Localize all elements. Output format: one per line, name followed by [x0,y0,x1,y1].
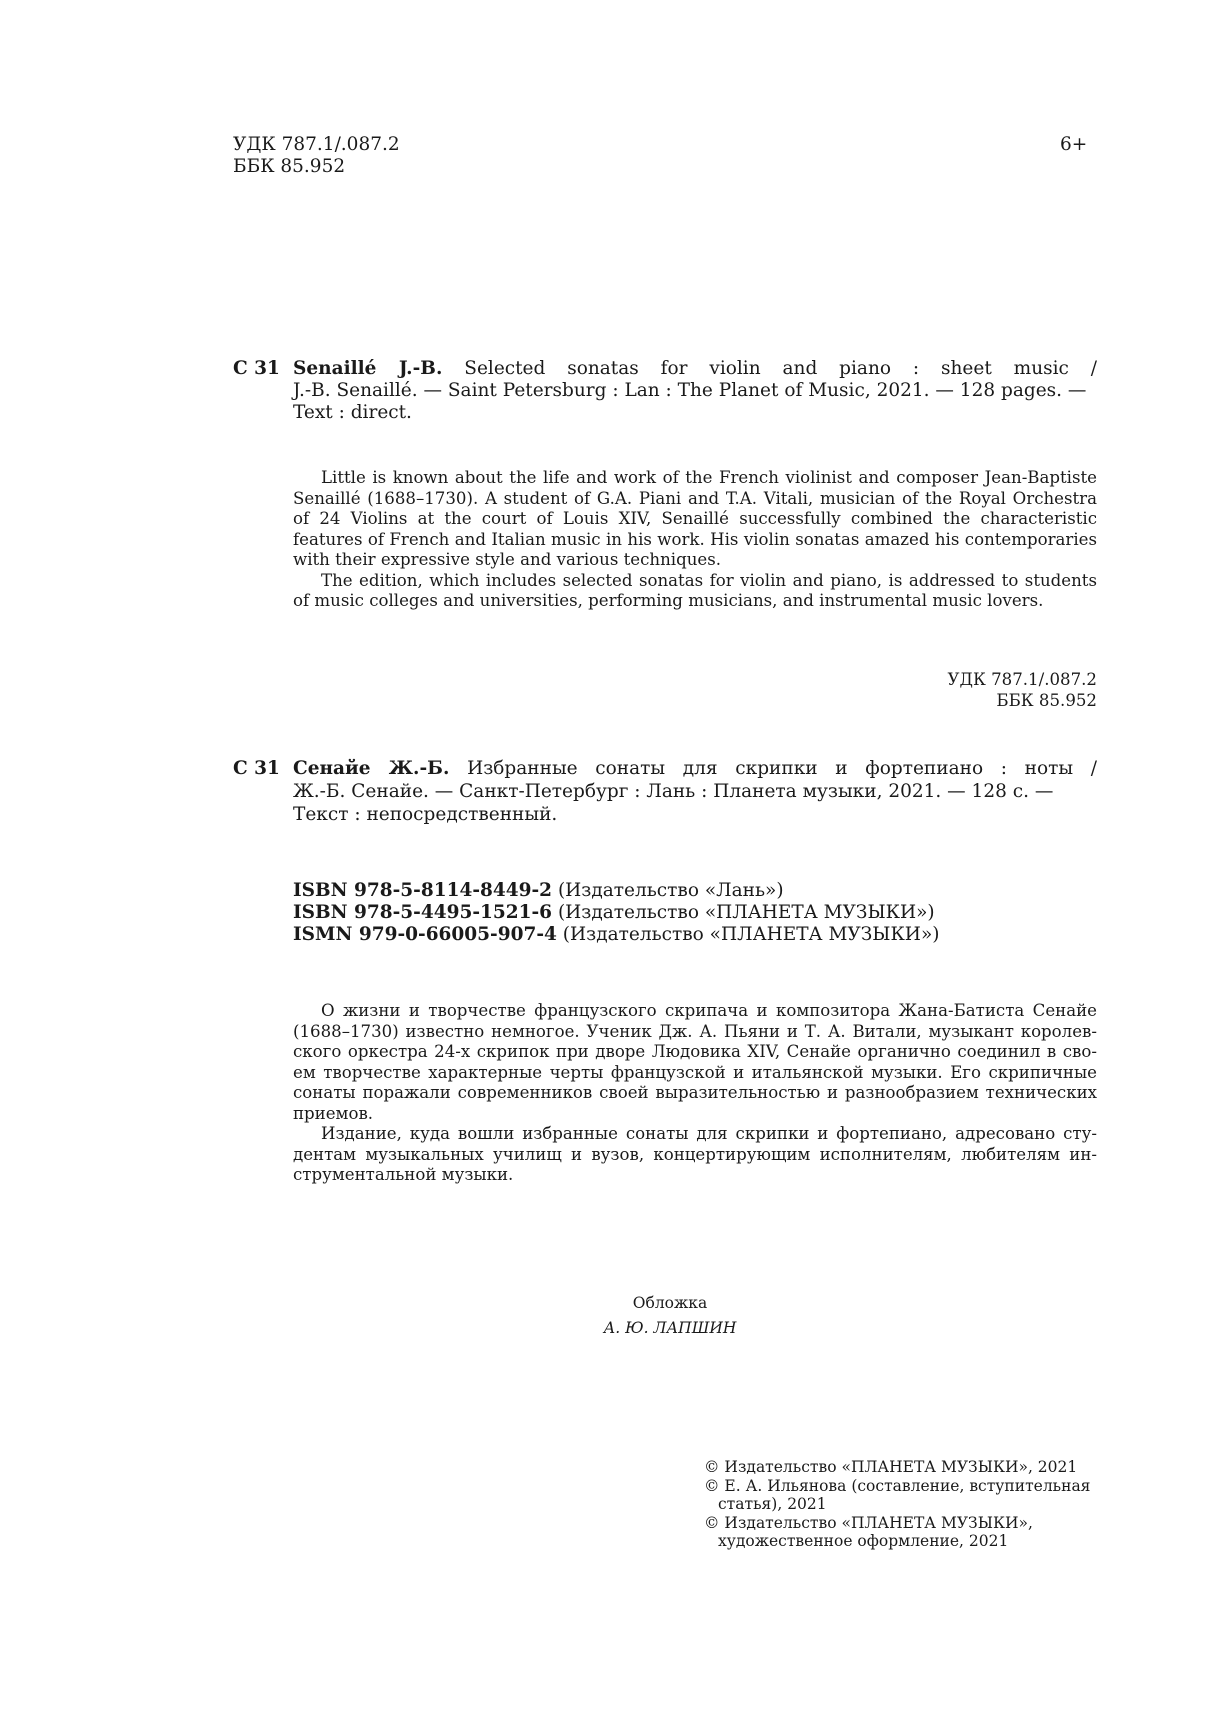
russian-annotation-line: дентам музыкальных училищ и вузов, концертирующим исполнителям, любителям ин- [293,1144,1097,1164]
ismn-line [293,924,939,946]
russian-bbk-code: ББК 85.952 [996,690,1097,710]
english-title: Selected sonatas for violin and piano : sheet music / [442,358,1097,379]
english-bib-line-3: Text : direct. [293,402,412,423]
english-author: Senaillé J.-B. [293,358,443,379]
english-annotation-line: with their expressive style and various techniques. [293,550,721,569]
english-bib-line-1 [293,358,1097,380]
isbn-line [293,902,939,924]
russian-bib-line-1 [293,758,1097,780]
top-classification [233,134,400,178]
english-catalog-code: С 31 [233,358,280,379]
isbn-number: ISBN 978-5-4495-1521-6 [293,902,553,923]
english-annotation-line: of 24 Violins at the court of Louis XIV, Senaillé successfully combined the characteristic [293,509,1097,528]
english-bib-entry [293,358,1097,380]
russian-bib-line-2: Ж.-Б. Сенайе. — Санкт-Петербург : Лань : Планета музыки, 2021. — 128 с. — [293,781,1054,802]
copyright-line: © Издательство «ПЛАНЕТА МУЗЫКИ», 2021 [704,1458,1078,1476]
russian-annotation-line: струментальной музыки. [293,1165,514,1184]
russian-annotation-line: ского оркестра 24-х скрипок при дворе Людовика XIV, Сенайе органично соединил в сво- [293,1042,1097,1061]
russian-title: Избранные сонаты для скрипки и фортепиано : ноты / [449,758,1097,779]
russian-annotation-line: (1688–1730) известно немногое. Ученик Дж. А. Пьяни и Т. А. Витали, музыкант королев- [293,1021,1097,1041]
isbn-number: ISBN 978-5-8114-8449-2 [293,880,553,901]
english-annotation [293,468,1097,612]
isbn-publisher: (Издательство «Лань») [552,880,784,901]
cover-artist: А. Ю. ЛАПШИН [603,1318,737,1337]
copyright-block [704,1458,1104,1551]
russian-bib-entry [293,758,1097,780]
russian-annotation-line: сонаты поражали современников своей выразительностью и разнообразием технических [293,1083,1097,1102]
isbn-line [293,880,939,902]
english-bib-line-2: J.-B. Senaillé. — Saint Petersburg : Lan : The Planet of Music, 2021. — 128 pages. — [293,380,1087,401]
ismn-publisher: (Издательство «ПЛАНЕТА МУЗЫКИ») [556,924,940,945]
copyright-line: © Издательство «ПЛАНЕТА МУЗЫКИ», [704,1513,1033,1532]
russian-annotation-line: Издание, куда вошли избранные сонаты для скрипки и фортепиано, адресовано сту- [321,1124,1097,1143]
russian-annotation [293,1001,1097,1186]
russian-annotation-line: приемов. [293,1103,374,1123]
udk-code: УДК 787.1/.087.2 [233,134,400,155]
english-annotation-line: Senaillé (1688–1730). A student of G.A. Piani and T.A. Vitali, musician of the Royal Orchestra [293,488,1097,508]
russian-bib-line-3: Текст : непосредственный. [293,804,558,825]
isbn-publisher: (Издательство «ПЛАНЕТА МУЗЫКИ») [552,902,935,923]
isbn-block [293,880,939,946]
copyright-line: © Е. А. Ильянова (составление, вступительная [704,1476,1091,1495]
english-annotation-line: Little is known about the life and work of the French violinist and composer Jean-Baptiste [321,468,1097,487]
russian-annotation-line: О жизни и творчестве французского скрипача и композитора Жана-Батиста Сенайе [321,1001,1097,1020]
copyright-line: статья), 2021 [718,1495,827,1513]
english-annotation-line: The edition, which includes selected sonatas for violin and piano, is addressed to students [321,570,1097,590]
english-annotation-line: features of French and Italian music in his work. His violin sonatas amazed his contemporaries [293,529,1097,549]
cover-credit [500,1294,840,1337]
age-rating: 6+ [1060,134,1088,155]
english-annotation-line: of music colleges and universities, performing musicians, and instrumental music lovers. [293,591,1044,610]
copyright-line: художественное оформление, 2021 [718,1532,1009,1550]
russian-catalog-code: С 31 [233,758,280,779]
russian-classification [800,670,1097,711]
bbk-code: ББК 85.952 [233,156,346,177]
russian-udk-code: УДК 787.1/.087.2 [947,670,1097,689]
cover-label: Обложка [632,1294,708,1312]
ismn-number: ISMN 979-0-66005-907-4 [293,924,557,945]
russian-annotation-line: ем творчестве характерные черты французской и итальянской музыки. Его скрипичные [293,1062,1097,1082]
russian-author: Сенайе Ж.-Б. [293,758,450,779]
